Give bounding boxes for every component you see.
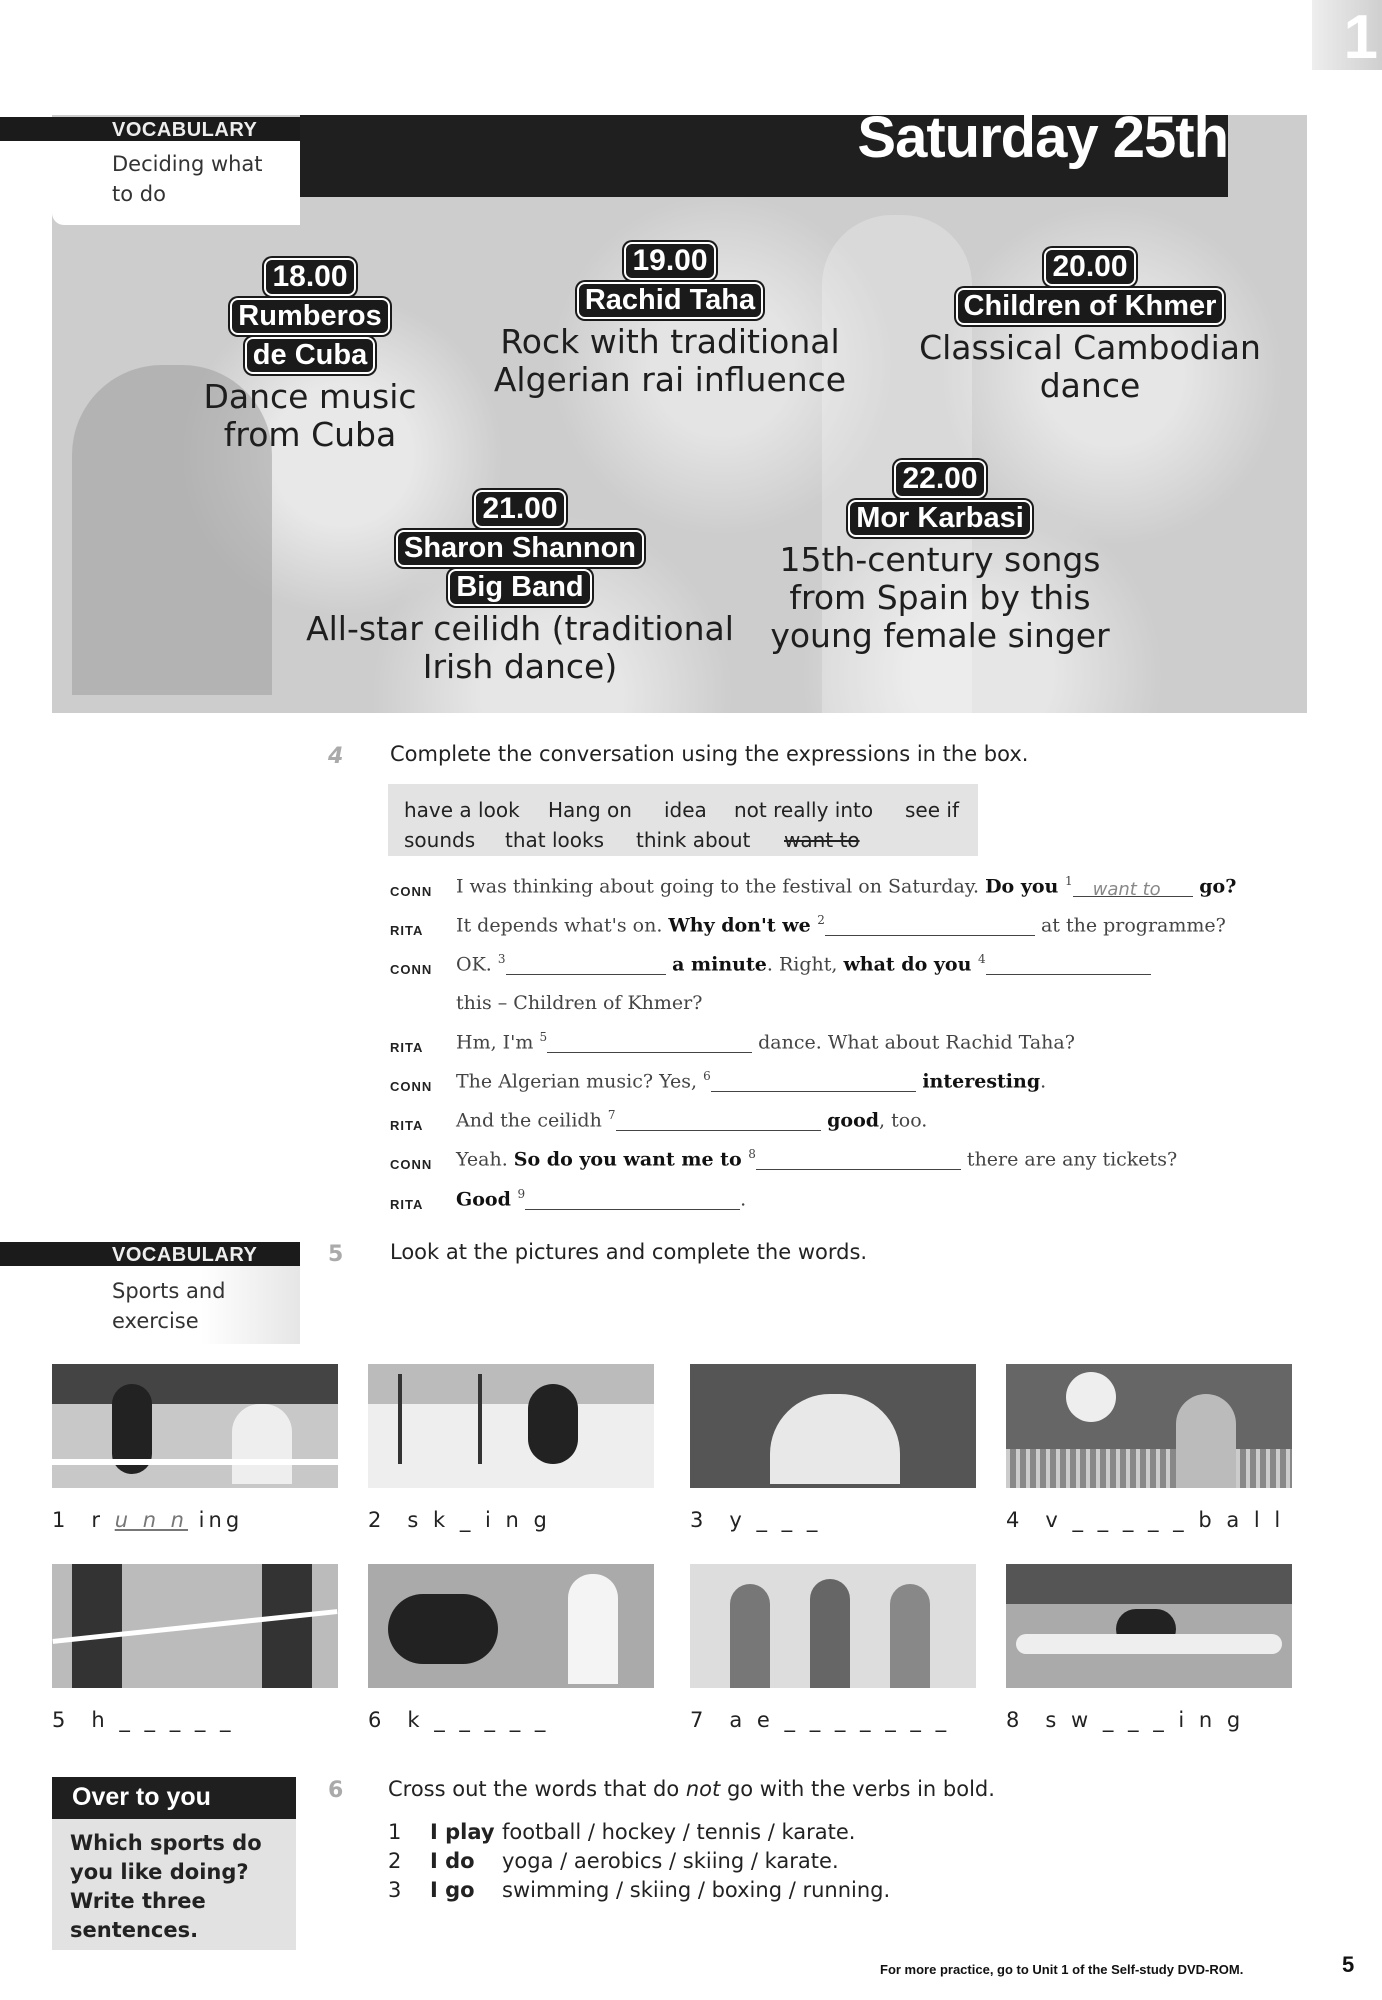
example-answer: want to (1092, 879, 1161, 901)
answer-blank[interactable] (506, 956, 666, 975)
word-item-3[interactable]: 3 y _ _ _ (690, 1508, 822, 1532)
speaker-label: CONN (390, 884, 433, 899)
word-item-1: 1 r u n n ing (52, 1508, 244, 1532)
act-mor-karbasi (740, 460, 1140, 655)
picture-karate (368, 1564, 654, 1688)
word-item-8[interactable]: 8 s w _ _ _ i n g (1006, 1708, 1245, 1732)
act-description: 15th-century songs from Spain by this young female singer (770, 540, 1110, 655)
vocabulary-subtitle-line: Sports and (112, 1279, 226, 1303)
speaker-label: CONN (390, 1157, 433, 1172)
unit-number: 1 (1343, 3, 1378, 72)
act-time: 21.00 (474, 490, 565, 528)
cross-out-row[interactable]: 1 I play football / hockey / tennis / karate. (388, 1820, 856, 1844)
act-name: de Cuba (245, 337, 375, 374)
dialogue-line: I was thinking about going to the festival on Saturday. Do you $^1$ want to go? (456, 874, 1237, 901)
vocabulary-subtitle-line: to do (112, 182, 166, 206)
expression: think about (636, 828, 751, 852)
exercise-instruction: Complete the conversation using the expressions in the box. (390, 742, 1029, 766)
dialogue-line: OK. $^3$ a minute. Right, what do you $^4$ (456, 952, 1151, 975)
speaker-label: RITA (390, 923, 424, 938)
vocabulary-label: VOCABULARY (112, 119, 258, 141)
act-time: 20.00 (1044, 248, 1135, 286)
word-item-2[interactable]: 2 s k _ i n g (368, 1508, 551, 1532)
answer-blank[interactable] (756, 1151, 961, 1170)
act-description: Dance music from Cuba (203, 377, 417, 454)
expression: Hang on (548, 798, 632, 822)
act-sharon-shannon (290, 490, 750, 686)
vocabulary-tab-1 (0, 117, 300, 141)
act-name: Sharon Shannon (396, 530, 644, 567)
picture-volleyball (1006, 1364, 1292, 1488)
vocabulary-subtitle-line: Deciding what (112, 152, 263, 176)
picture-swimming (1006, 1564, 1292, 1688)
vocabulary-label: VOCABULARY (112, 1244, 258, 1266)
act-name: Mor Karbasi (848, 500, 1032, 537)
page-number: 5 (1342, 1952, 1355, 1977)
cross-out-row[interactable]: 3 I go swimming / skiing / boxing / running. (388, 1878, 891, 1902)
speaker-label: CONN (390, 962, 433, 977)
speaker-label: CONN (390, 1079, 433, 1094)
cross-out-row[interactable]: 2 I do yoga / aerobics / skiing / karate. (388, 1849, 839, 1873)
picture-running (52, 1364, 338, 1488)
over-to-you-header (52, 1777, 296, 1819)
dialogue-line: Hm, I'm $^5$ dance. What about Rachid Taha? (456, 1030, 1075, 1054)
over-to-you-title: Over to you (72, 1783, 211, 1811)
exercise-number: 5 (328, 1242, 344, 1267)
vocabulary-subtitle-box-2 (52, 1266, 300, 1344)
dialogue-line: And the ceilidh $^7$ good, too. (456, 1108, 928, 1132)
act-name: Big Band (448, 569, 591, 606)
vocabulary-subtitle-line: exercise (112, 1309, 199, 1333)
exercise-number: 4 (328, 744, 344, 769)
act-name: Children of Khmer (956, 288, 1225, 325)
act-time: 19.00 (624, 242, 715, 280)
act-time: 18.00 (264, 258, 355, 296)
answer-blank[interactable] (525, 1191, 740, 1210)
act-description: Classical Cambodian dance (919, 328, 1261, 405)
poster-date: Saturday 25th (857, 105, 1228, 170)
expression-crossed-out: want to (784, 828, 860, 852)
picture-yoga (690, 1364, 976, 1488)
act-rumberos (190, 258, 430, 454)
word-item-7[interactable]: 7 a e _ _ _ _ _ _ _ (690, 1708, 951, 1732)
expression: have a look (404, 798, 520, 822)
expression: not really into (734, 798, 874, 822)
answer-blank[interactable] (825, 917, 1035, 936)
act-name: Rachid Taha (577, 282, 763, 319)
picture-skiing (368, 1364, 654, 1488)
speaker-label: RITA (390, 1197, 424, 1212)
act-rachid-taha (470, 242, 870, 399)
word-item-6[interactable]: 6 k _ _ _ _ _ (368, 1708, 550, 1732)
picture-aerobics (690, 1564, 976, 1688)
example-answer: u n n (114, 1508, 188, 1532)
dialogue-line: The Algerian music? Yes, $^6$ interesting. (456, 1069, 1047, 1093)
dialogue-line: It depends what's on. Why don't we $^2$ at the programme? (456, 913, 1226, 937)
dialogue-line: Good $^9$ . (456, 1187, 747, 1211)
over-to-you-box: Which sports do you like doing? Write three sentences. (52, 1819, 296, 1950)
expression: sounds (404, 828, 476, 852)
speaker-label: RITA (390, 1118, 424, 1133)
answer-blank[interactable] (547, 1034, 752, 1053)
answer-blank[interactable] (616, 1112, 821, 1131)
unit-tab (1312, 0, 1382, 70)
vocabulary-tab-2 (0, 1242, 300, 1266)
act-description: All-star ceilidh (traditional Irish dance) (306, 609, 734, 686)
dialogue-line: this – Children of Khmer? (456, 992, 703, 1014)
vocabulary-subtitle-box-1 (52, 141, 300, 225)
act-name: Rumberos (230, 298, 389, 335)
answer-blank[interactable] (986, 956, 1151, 975)
expression: that looks (505, 828, 605, 852)
picture-hockey (52, 1564, 338, 1688)
expression: idea (664, 798, 707, 822)
exercise-number: 6 (328, 1778, 344, 1803)
answer-blank[interactable] (711, 1073, 916, 1092)
exercise-instruction: Look at the pictures and complete the words. (390, 1240, 868, 1264)
expressions-box (388, 784, 978, 856)
dialogue-line: Yeah. So do you want me to $^8$ there are any tickets? (456, 1147, 1178, 1171)
footer-note: For more practice, go to Unit 1 of the Self-study DVD-ROM. (880, 1962, 1244, 1977)
act-children-of-khmer (890, 248, 1290, 405)
speaker-label: RITA (390, 1040, 424, 1055)
expression: see if (905, 798, 959, 822)
act-time: 22.00 (894, 460, 985, 498)
word-item-4[interactable]: 4 v _ _ _ _ _ b a l l (1006, 1508, 1285, 1532)
exercise-instruction: Cross out the words that do not go with the verbs in bold. (388, 1777, 995, 1801)
act-description: Rock with traditional Algerian rai influence (493, 322, 847, 399)
word-item-5[interactable]: 5 h _ _ _ _ _ (52, 1708, 235, 1732)
